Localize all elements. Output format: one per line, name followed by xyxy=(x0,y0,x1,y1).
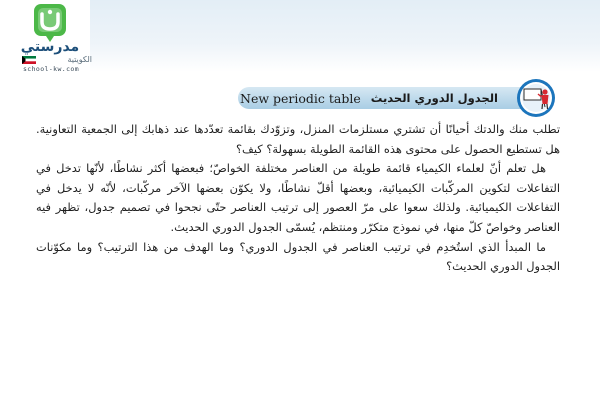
logo-url: school-kw.com xyxy=(22,65,80,73)
logo-name: مدرستي xyxy=(20,39,80,55)
section-title-arabic: الجدول الدوري الحديث xyxy=(370,91,498,105)
lesson-body xyxy=(36,120,560,277)
teacher-board-icon xyxy=(514,77,558,119)
paragraph-questions: ما المبدأ الذي استُخدِم في ترتيب العناصر في الجدول الدوري؟ وما الهدف من هذا الترتيب؟ وما مكوّنات الجدول الدوري الحديث؟ xyxy=(36,239,560,274)
paragraph-main: هل تعلم أنّ لعلماء الكيمياء قائمة طويلة من العناصر مختلفة الخواصّ؛ فبعضها أكثر نشاطًا، لأنّها تدخل في التفاعلات لتكوين المركّبات الكيميائية، وبعضها أقلّ نشاطًا، ولا يكوّن بعضها الآخر مركّبات، لأنّه لا يدخل في التفاعلات الكيميائية. ولذلك سعوا على مرّ العصور إلى ترتيب العناصر حتّى نجحوا في تصميم جدول، تظهر فيه العناصر وخواصّ كلّ منها، في نموذج متكرّر ومنتظم، يُسمّى الجدول الدوري الحديث. xyxy=(36,161,560,234)
kuwait-flag-icon xyxy=(22,56,36,64)
site-logo[interactable] xyxy=(8,2,94,72)
section-title-english: New periodic table xyxy=(240,90,361,106)
paragraph-intro: تطلب منك والدتك أحيانًا أن تشتري مستلزمات المنزل، وتزوّدك بقائمة تعدّدها عند ذهابك إلى الجمعية التعاونية. هل تستطيع الحصول على محتوى هذه القائمة الطويلة بسهولة؟ كيف؟ xyxy=(36,122,560,156)
logo-mark-icon xyxy=(30,2,70,44)
section-title-bar xyxy=(238,87,530,109)
logo-subtitle: الكويتية xyxy=(67,55,92,64)
header-background xyxy=(90,0,600,72)
